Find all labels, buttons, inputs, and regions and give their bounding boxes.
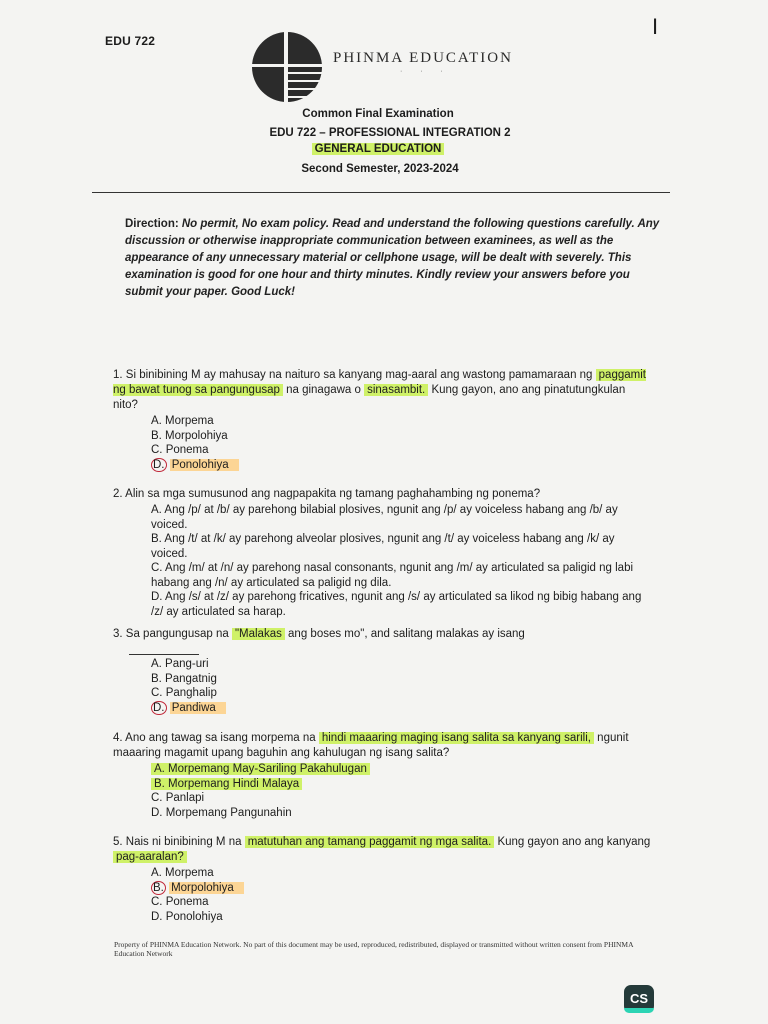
option-c[interactable]: C. Ang /m/ at /n/ ay parehong nasal consonants, ngunit ang /m/ ay articulated sa paligid ng labi habang ang /n/ ay articulated sa paligid ng dila. [151,562,634,589]
stem-text: 3. Sa pangungusap na [113,628,232,640]
org-subtitle: · · · [400,68,451,75]
stem-text: Kung gayon, ano ang pinatutungkulan nito? [113,384,626,411]
option-a[interactable] [151,762,653,777]
option-b[interactable]: B. Ang /t/ at /k/ ay parehong alveolar plosives, ngunit ang /t/ ay voiceless habang ang /k/ ay voiced. [151,533,615,560]
stem-highlight: sinasambit. [364,384,428,396]
option-d[interactable]: D. Morpemang Pangunahin [151,806,292,819]
option-b[interactable]: B. Pangatnig [151,672,217,685]
course-code: EDU 722 [105,34,156,48]
camscanner-badge-icon[interactable]: CS [624,985,654,1013]
option-a[interactable]: A. Morpema [151,867,214,879]
option-c[interactable]: C. Panlapi [151,792,205,804]
stem-highlight: "Malakas [232,628,285,640]
subject-line [0,143,762,155]
org-name: PHINMA EDUCATION [333,50,513,66]
question-4 [113,731,653,820]
header-divider [92,192,670,193]
badge-accent-bar [624,1008,654,1013]
question-5-options [151,866,653,924]
option-c[interactable]: C. Ponema [151,444,209,456]
copyright-footer: Property of PHINMA Education Network. No part of this document may be used, reproduced, redistributed, displayed or transmitted without written consent from PHINMA Education Network [114,940,634,958]
stem-text: ngunit maaaring magamit upang baguhin ang kahulugan ng isang salita? [113,732,629,759]
marked-answer-text: Pandiwa [170,702,226,714]
option-d-marked[interactable] [151,701,653,716]
exam-title: Common Final Examination [302,108,454,120]
stem-text: 5. Nais ni binibining M na [113,836,245,848]
option-a[interactable]: A. Morpema [151,415,214,427]
stem-text: na ginagawa o [282,384,365,396]
question-3-options [151,657,653,715]
semester-line: Second Semester, 2023-2024 [301,163,459,175]
question-1-options [151,414,653,472]
stem-highlight: hindi maaaring maging isang salita sa kanyang sarili, [319,732,594,744]
option-a[interactable]: A. Pang-uri [151,658,209,670]
option-d-marked[interactable] [151,458,653,473]
option-c[interactable]: C. Panghalip [151,687,217,699]
marked-answer-text: Ponolohiya [170,459,239,471]
stem-highlight: paggamit ng bawat tunog sa pangungusap [113,369,646,396]
subject-title: GENERAL EDUCATION [312,143,445,155]
option-b-highlight: B. Morpemang Hindi Malaya [151,778,302,790]
option-b[interactable] [151,777,653,792]
marked-answer-text: Morpolohiya [169,882,244,894]
question-2-stem: 2. Alin sa mga sumusunod ang nagpapakita ng tamang paghahambing ng ponema? [113,488,541,500]
course-title: EDU 722 – PROFESSIONAL INTEGRATION 2 [269,127,511,139]
stem-highlight: matutuhan ang tamang paggamit ng mga salita. [245,836,495,848]
question-2-options [151,503,653,619]
question-2 [113,487,653,619]
direction-block [125,216,665,301]
question-5 [113,835,653,924]
stem-text: ang boses mo", and salitang malakas ay isang [284,628,525,640]
answer-circle: D. [153,701,165,714]
question-4-options [151,762,653,820]
option-b[interactable]: B. Morpolohiya [151,429,228,442]
answer-circle: B. [153,881,164,894]
option-b-marked[interactable] [151,881,653,896]
question-1 [113,368,653,472]
phinma-logo-icon [248,30,326,104]
question-5-stem [113,835,653,865]
direction-text: No permit, No exam policy. Read and understand the following questions carefully. Any discussion or otherwise inappropriate communication between examinees, as well as the appearance of any unnecessary material or cellphone usage, will be dealt with severely. This examination is good for one hour and thirty minutes. Kindly review your answers before you submit your paper. Good Luck! [125,218,660,298]
stem-text: Kung gayon ano ang kanyang [494,836,651,848]
answer-blank [129,642,199,655]
margin-mark: I [652,14,659,39]
answer-circle: D. [153,458,165,471]
direction-label: Direction: [125,218,179,230]
option-c[interactable]: C. Ponema [151,896,209,908]
stem-text: 1. Si binibining M ay mahusay na naituro sa kanyang mag-aaral ang wastong pamamaraan ng [113,369,596,381]
stem-highlight: pag-aaralan? [113,851,187,863]
option-d[interactable]: D. Ponolohiya [151,910,223,923]
option-a[interactable]: A. Ang /p/ at /b/ ay parehong bilabial plosives, ngunit ang /p/ ay voiceless habang ang /b/ ay voiced. [151,504,618,531]
question-4-stem [113,731,653,761]
question-3 [113,627,653,715]
question-1-stem [113,368,653,413]
stem-text: 4. Ano ang tawag sa isang morpema na [113,732,319,744]
question-3-stem [113,627,653,642]
option-a-highlight: A. Morpemang May-Sariling Pakahulugan [151,763,370,775]
option-d[interactable]: D. Ang /s/ at /z/ ay parehong fricatives, ngunit ang /s/ ay articulated sa likod ng bibig habang ang /z/ ay articulated sa harap. [151,591,642,618]
